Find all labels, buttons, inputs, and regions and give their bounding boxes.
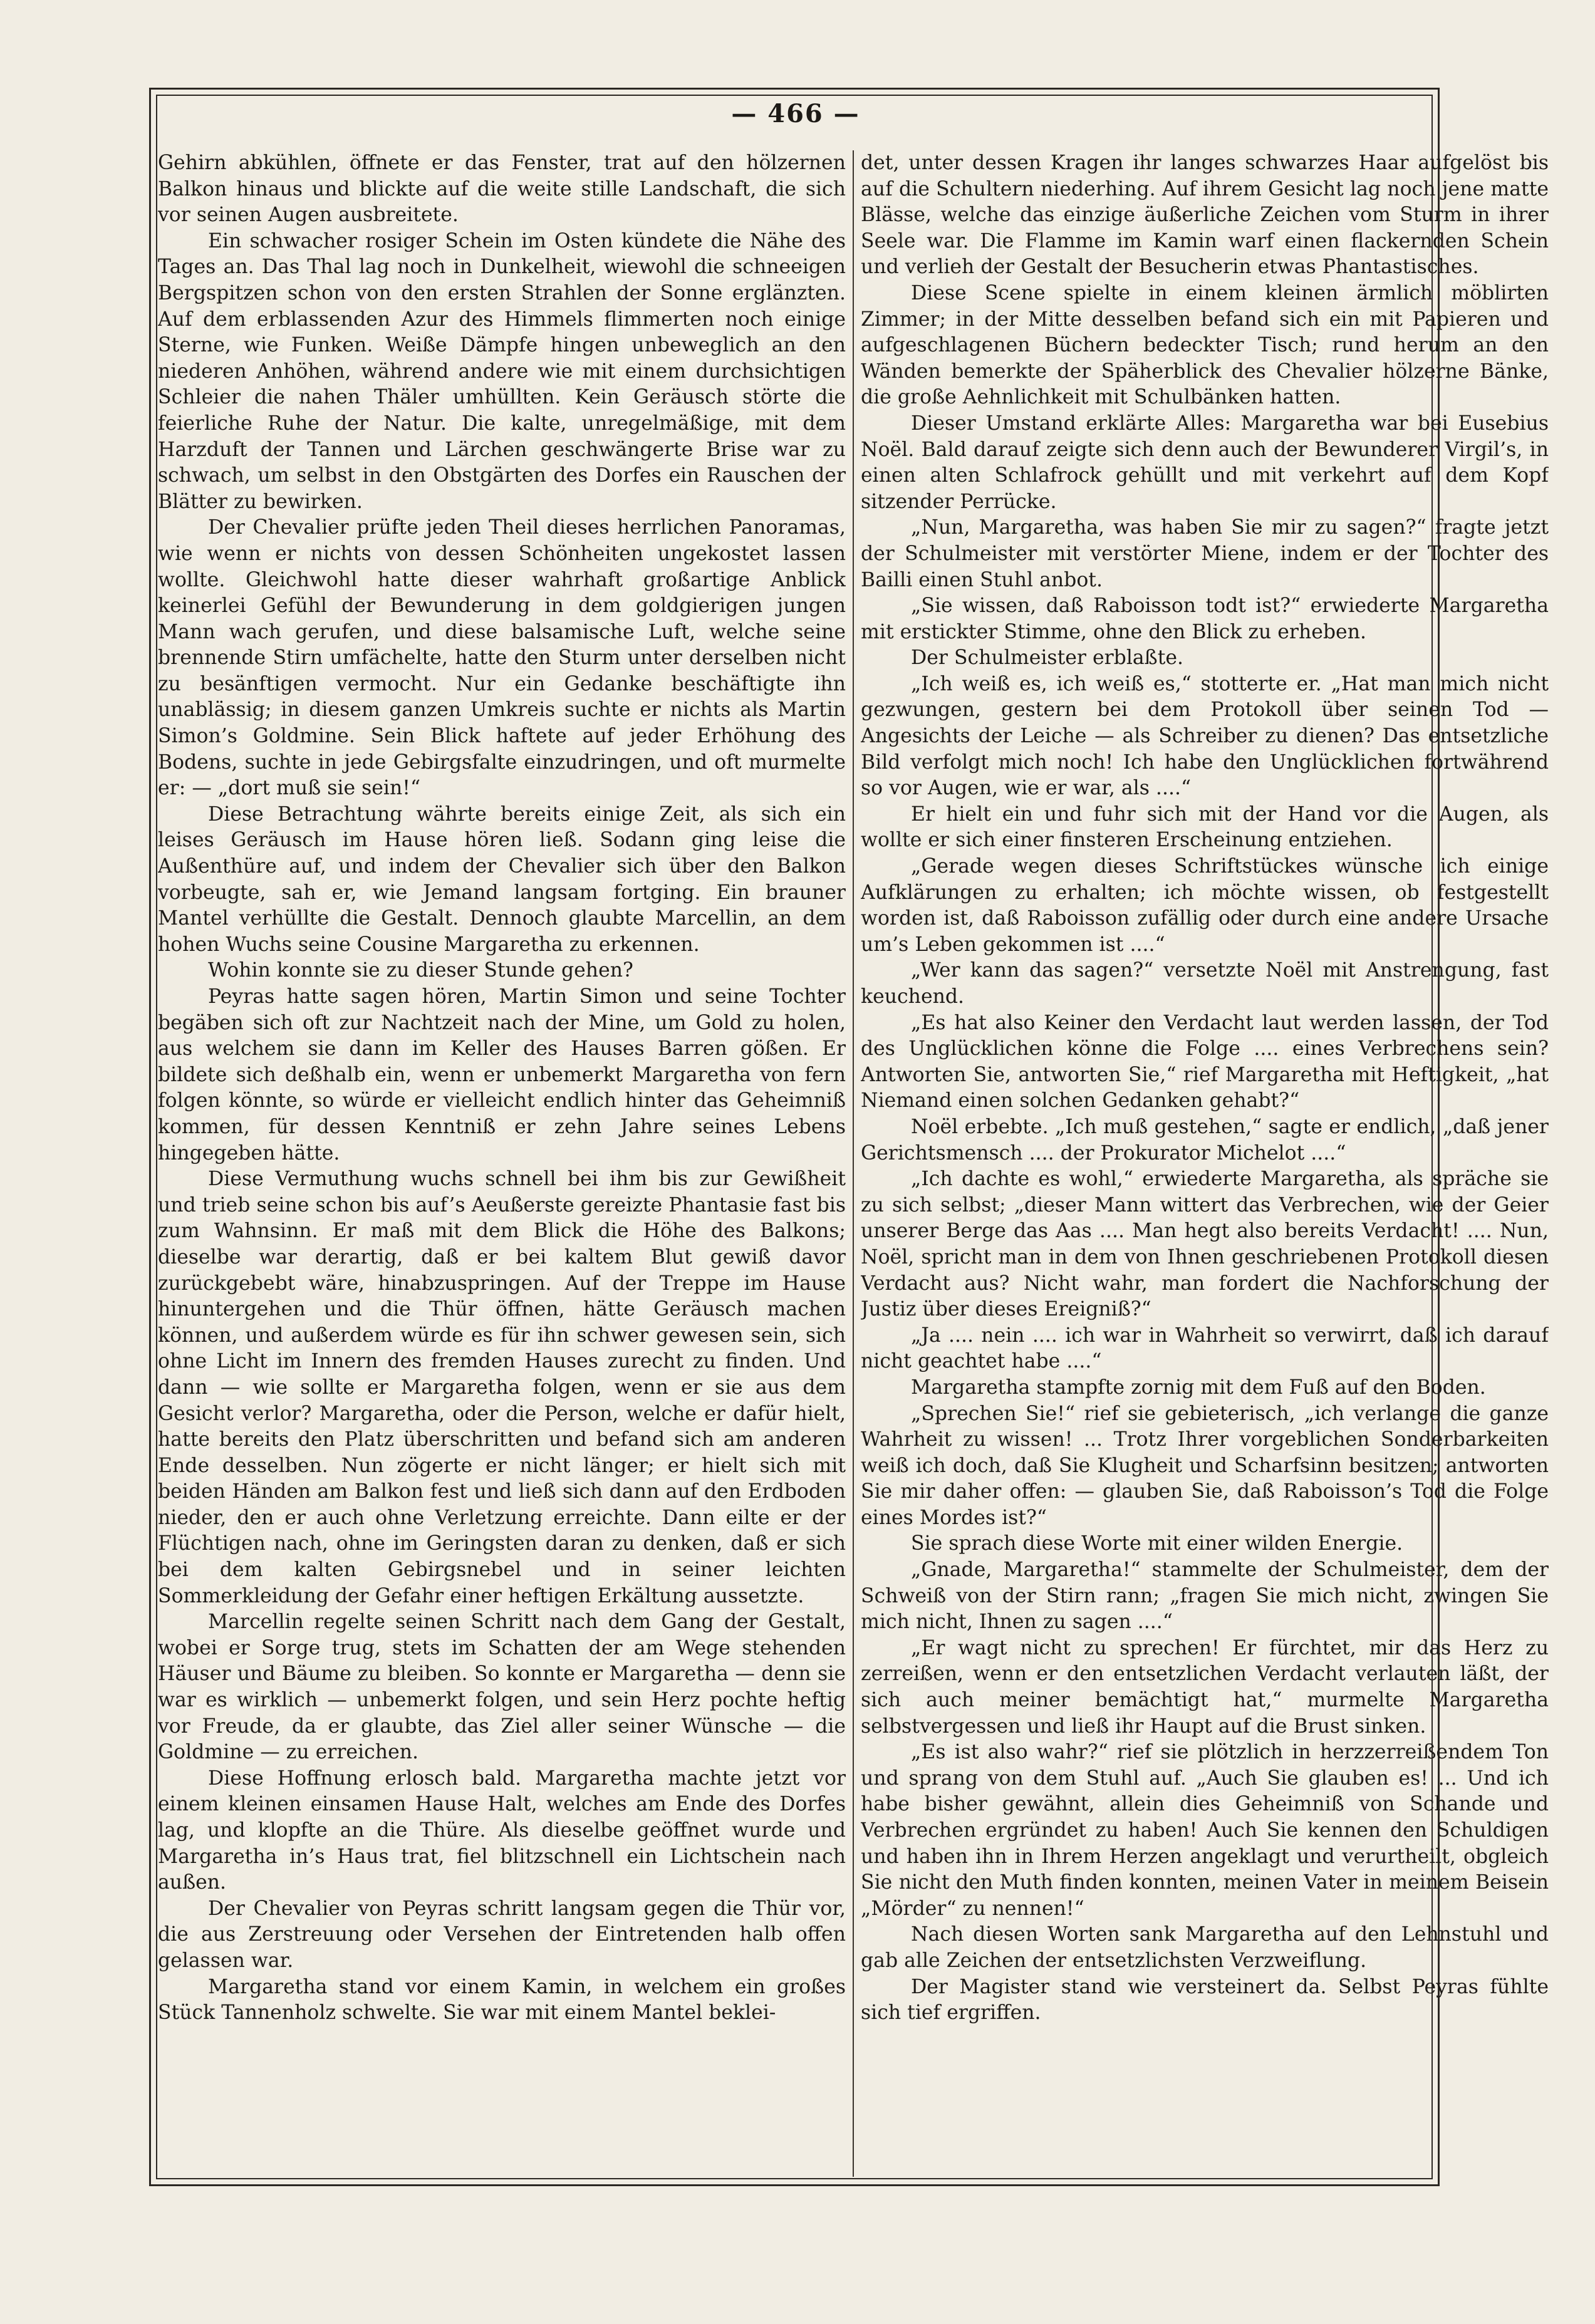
paragraph: det, unter dessen Kragen ihr langes schwarzes Haar aufgelöst bis auf die Schultern niederhing. Auf ihrem Gesicht lag noch jene matte Blässe, welche das einzige äußerliche Zeichen vom Sturm in ihrer Seele war. Die Flamme im Kamin warf einen flackernden Schein und verlieh der Gestalt der Besucherin etwas Phantastisches. xyxy=(861,152,1549,279)
paragraph: Wohin konnte sie zu dieser Stunde gehen? xyxy=(208,959,633,982)
paragraph: „Er wagt nicht zu sprechen! Er fürchtet, mir das Herz zu zerreißen, wenn er den entsetzlichen Verdacht verlauten läßt, der sich auch meiner bemächtigt hat,“ murmelte Margaretha selbstvergessen und ließ ihr Haupt auf die Brust sinken. xyxy=(861,1636,1549,1738)
paragraph: Diese Betrachtung währte bereits einige Zeit, als sich ein leises Geräusch im Hause hören ließ. Sodann ging leise die Außenthüre auf, und indem der Chevalier sich über den Balkon vorbeugte, sah er, wie Jemand langsam fortging. Ein brauner Mantel verhüllte die Gestalt. Dennoch glaubte Marcellin, an dem hohen Wuchs seine Cousine Margaretha zu erkennen. xyxy=(158,802,846,956)
paragraph: Ein schwacher rosiger Schein im Osten kündete die Nähe des Tages an. Das Thal lag noch in Dunkelheit, wiewohl die schneeigen Bergspitzen schon von den ersten Strahlen der Sonne erglänzten. Auf dem erblassenden Azur des Himmels flimmerten noch einige Sterne, wie Funken. Weiße Dämpfe hingen unbeweglich an den niederen Anhöhen, während andere wie mit einem durchsichtigen Schleier die nahen Thäler umhüllten. Kein Geräusch störte die feierliche Ruhe der Natur. Die kalte, unregelmäßige, mit dem Harzduft der Tannen und Lärchen geschwängerte Brise war zu schwach, um selbst in den Obstgärten des Dorfes ein Rauschen der Blätter zu bewirken. xyxy=(158,229,846,513)
paragraph: Der Chevalier von Peyras schritt langsam gegen die Thür vor, die aus Zerstreuung oder Versehen der Eintretenden halb offen gelassen war. xyxy=(158,1897,846,1972)
paragraph: Noël erbebte. „Ich muß gestehen,“ sagte er endlich, „daß jener Gerichtsmensch .... der Prokurator Michelot ....“ xyxy=(861,1115,1549,1165)
paragraph: „Sprechen Sie!“ rief sie gebieterisch, „ich verlange die ganze Wahrheit zu wissen! ... Trotz Ihrer vorgeblichen Sonderbarkeiten weiß ich doch, daß Sie Klugheit und Scharfsinn besitzen; antworten Sie mir daher offen: — glauben Sie, daß Raboisson’s Tod die Folge eines Mordes ist?“ xyxy=(861,1402,1549,1529)
left-column xyxy=(158,150,846,2180)
paragraph: Gehirn abkühlen, öffnete er das Fenster, trat auf den hölzernen Balkon hinaus und blickte auf die weite stille Landschaft, die sich vor seinen Augen ausbreitete. xyxy=(158,152,846,227)
right-column xyxy=(861,150,1549,2180)
paragraph: Margaretha stand vor einem Kamin, in welchem ein großes Stück Tannenholz schwelte. Sie war mit einem Mantel beklei- xyxy=(158,1975,846,2025)
paragraph: Er hielt ein und fuhr sich mit der Hand vor die Augen, als wollte er sich einer finsteren Erscheinung entziehen. xyxy=(861,802,1549,852)
paragraph: „Es ist also wahr?“ rief sie plötzlich in herzzerreißendem Ton und sprang von dem Stuhl auf. „Auch Sie glauben es! ... Und ich habe bisher gewähnt, allein dies Geheimniß von Schande und Verbrechen ergründet zu haben! Auch Sie kennen den Schuldigen und haben ihn in Ihrem Herzen angeklagt und verurtheilt, obgleich Sie nicht den Muth finden konnten, meinen Vater in meinem Beisein „Mörder“ zu nennen!“ xyxy=(861,1741,1549,1920)
paragraph: Marcellin regelte seinen Schritt nach dem Gang der Gestalt, wobei er Sorge trug, stets im Schatten der am Wege stehenden Häuser und Bäume zu bleiben. So konnte er Margaretha — denn sie war es wirklich — unbemerkt folgen, und sein Herz pochte heftig vor Freude, da er glaubte, das Ziel aller seiner Wünsche — die Goldmine — zu erreichen. xyxy=(158,1611,846,1764)
paragraph: Der Magister stand wie versteinert da. Selbst Peyras fühlte sich tief ergriffen. xyxy=(861,1975,1549,2025)
paragraph: Peyras hatte sagen hören, Martin Simon und seine Tochter begäben sich oft zur Nachtzeit nach der Mine, um Gold zu holen, aus welchem sie dann im Keller des Hauses Barren gößen. Er bildete sich deßhalb ein, wenn er unbemerkt Margaretha von fern folgen könnte, so würde er vielleicht endlich hinter das Geheimniß kommen, für dessen Kenntniß er zehn Jahre seines Lebens hingegeben hätte. xyxy=(158,985,846,1165)
paragraph: Der Schulmeister erblaßte. xyxy=(911,646,1184,670)
paragraph: Sie sprach diese Worte mit einer wilden Energie. xyxy=(911,1532,1403,1555)
paragraph: Dieser Umstand erklärte Alles: Margaretha war bei Eusebius Noël. Bald darauf zeigte sich denn auch der Bewunderer Virgil’s, in einen alten Schlafrock gehüllt und mit verkehrt auf dem Kopf sitzender Perrücke. xyxy=(861,412,1549,513)
paragraph: „Sie wissen, daß Raboisson todt ist?“ erwiederte Margaretha mit erstickter Stimme, ohne den Blick zu erheben. xyxy=(861,594,1549,643)
paragraph: Der Chevalier prüfte jeden Theil dieses herrlichen Panoramas, wie wenn er nichts von dessen Schönheiten ungekostet lassen wollte. Gleichwohl hatte dieser wahrhaft großartige Anblick keinerlei Gefühl der Bewunderung in dem goldgierigen jungen Mann wach gerufen, und diese balsamische Luft, welche seine brennende Stirn umfächelte, hatte den Sturm unter derselben nicht zu besänftigen vermocht. Nur ein Gedanke beschäftigte ihn unablässig; in diesem ganzen Umkreis suchte er nichts als Martin Simon’s Goldmine. Sein Blick haftete auf jeder Erhöhung des Bodens, suchte in jede Gebirgsfalte einzudringen, und oft murmelte er: — „dort muß sie sein!“ xyxy=(158,516,846,800)
paragraph: „Es hat also Keiner den Verdacht laut werden lassen, der Tod des Unglücklichen könne die Folge .... eines Verbrechens sein? Antworten Sie, antworten Sie,“ rief Margaretha mit Heftigkeit, „hat Niemand einen solchen Gedanken gehabt?“ xyxy=(861,1011,1549,1113)
column-divider xyxy=(853,150,854,2177)
paragraph: „Wer kann das sagen?“ versetzte Noël mit Anstrengung, fast keuchend. xyxy=(861,959,1549,1008)
page-number: — 466 — xyxy=(731,99,860,128)
paragraph: Diese Vermuthung wuchs schnell bei ihm bis zur Gewißheit und trieb seine schon bis auf’s Aeußerste gereizte Phantasie fast bis zum Wahnsinn. Er maß mit dem Blick die Höhe des Balkons; dieselbe war derartig, daß er bei kaltem Blut gewiß davor zurückgebebt wäre, hinabzuspringen. Auf der Treppe im Hause hinuntergehen und die Thür öffnen, hätte Geräusch machen können, und außerdem würde es für ihn schwer gewesen sein, sich ohne Licht im Innern des fremden Hauses zurecht zu finden. Und dann — wie sollte er Margaretha folgen, wenn er sie aus dem Gesicht verlor? Margaretha, oder die Person, welche er dafür hielt, hatte bereits den Platz überschritten und befand sich am anderen Ende desselben. Nun zögerte er nicht länger; er hielt sich mit beiden Händen am Balkon fest und ließ sich dann auf den Erdboden nieder, den er auch ohne Verletzung erreichte. Dann eilte er der Flüchtigen nach, ohne im Geringsten daran zu denken, daß er sich bei dem kalten Gebirgsnebel und in seiner leichten Sommerkleidung der Gefahr einer heftigen Erkältung aussetzte. xyxy=(158,1168,846,1607)
paragraph: Diese Hoffnung erlosch bald. Margaretha machte jetzt vor einem kleinen einsamen Hause Halt, welches am Ende des Dorfes lag, und klopfte an die Thüre. Als dieselbe geöffnet wurde und Margaretha in’s Haus trat, fiel blitzschnell ein Lichtschein nach außen. xyxy=(158,1766,846,1894)
paragraph: Margaretha stampfte zornig mit dem Fuß auf den Boden. xyxy=(911,1376,1486,1399)
paragraph: Nach diesen Worten sank Margaretha auf den Lehnstuhl und gab alle Zeichen der entsetzlichsten Verzweiflung. xyxy=(861,1923,1549,1972)
paragraph: „Ich weiß es, ich weiß es,“ stotterte er. „Hat man mich nicht gezwungen, gestern bei dem Protokoll über seinen Tod — Angesichts der Leiche — als Schreiber zu dienen? Das entsetzliche Bild verfolgt mich noch! Ich habe den Unglücklichen fortwährend so vor Augen, wie er war, als ....“ xyxy=(861,672,1549,800)
paragraph: „Gerade wegen dieses Schriftstückes wünsche ich einige Aufklärungen zu erhalten; ich möchte wissen, ob festgestellt worden ist, daß Raboisson zufällig oder durch eine andere Ursache um’s Leben gekommen ist ....“ xyxy=(861,855,1549,956)
paragraph: „Nun, Margaretha, was haben Sie mir zu sagen?“ fragte jetzt der Schulmeister mit verstörter Miene, indem er der Tochter des Bailli einen Stuhl anbot. xyxy=(861,516,1549,591)
paragraph: Diese Scene spielte in einem kleinen ärmlich möblirten Zimmer; in der Mitte desselben befand sich ein mit Papieren und aufgeschlagenen Büchern bedeckter Tisch; rund herum an den Wänden bemerkte der Späherblick des Chevalier hölzerne Bänke, die große Aehnlichkeit mit Schulbänken hatten. xyxy=(861,281,1549,409)
paragraph: „Gnade, Margaretha!“ stammelte der Schulmeister, dem der Schweiß von der Stirn rann; „fragen Sie mich nicht, zwingen Sie mich nicht, Ihnen zu sagen ....“ xyxy=(861,1559,1549,1634)
paragraph: „Ich dachte es wohl,“ erwiederte Margaretha, als spräche sie zu sich selbst; „dieser Mann wittert das Verbrechen, wie der Geier unserer Berge das Aas .... Man hegt also bereits Verdacht! .... Nun, Noël, spricht man in dem von Ihnen geschriebenen Protokoll diesen Verdacht aus? Nicht wahr, man fordert die Nachforschung der Justiz über dieses Ereigniß?“ xyxy=(861,1168,1549,1321)
paragraph: „Ja .... nein .... ich war in Wahrheit so verwirrt, daß ich darauf nicht geachtet habe ....“ xyxy=(861,1324,1549,1373)
